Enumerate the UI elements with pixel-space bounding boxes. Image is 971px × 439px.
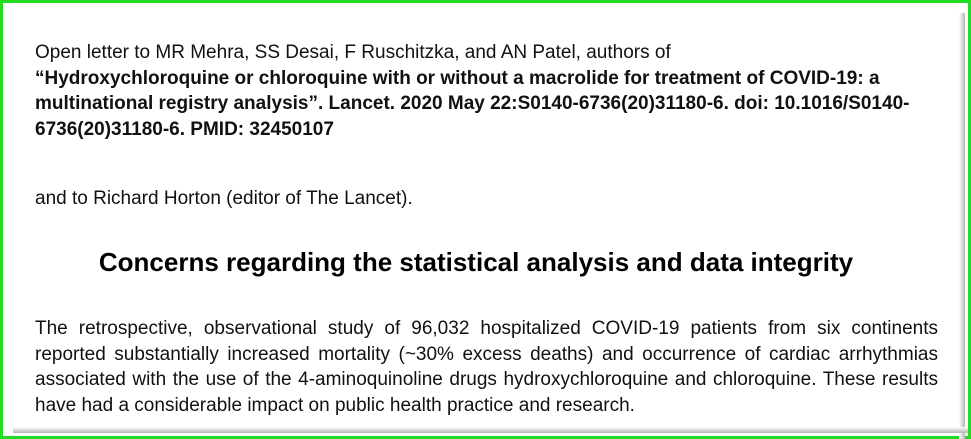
article-citation: “Hydroxychloroquine or chloroquine with or without a macrolide for treatment of COVID-19: a multinational registry analysis”. Lancet. 2020 May 22:S0140-6736(20)31180-6. doi: 10.1016/S0140-6736(20)31180-6. PMID: 32450107 [35,67,910,140]
page-shadow-right [959,13,965,439]
letter-document [35,40,941,416]
section-heading: Concerns regarding the statistical analysis and data integrity [98,247,854,277]
page-shadow-bottom [13,427,968,433]
body-paragraph: The retrospective, observational study of 96,032 hospitalized COVID-19 patients from six continents reported substantially increased mortality (~30% excess deaths) and occurrence of cardiac arrhythmias associated with the use of the 4-aminoquinoline drugs hydroxychloroquine and chloroquine. These results have had a considerable impact on public health practice and research. [35,318,938,416]
letter-intro: Open letter to MR Mehra, SS Desai, F Ruschitzka, and AN Patel, authors of [35,42,671,63]
letter-addressee: and to Richard Horton (editor of The Lancet). [35,188,413,209]
